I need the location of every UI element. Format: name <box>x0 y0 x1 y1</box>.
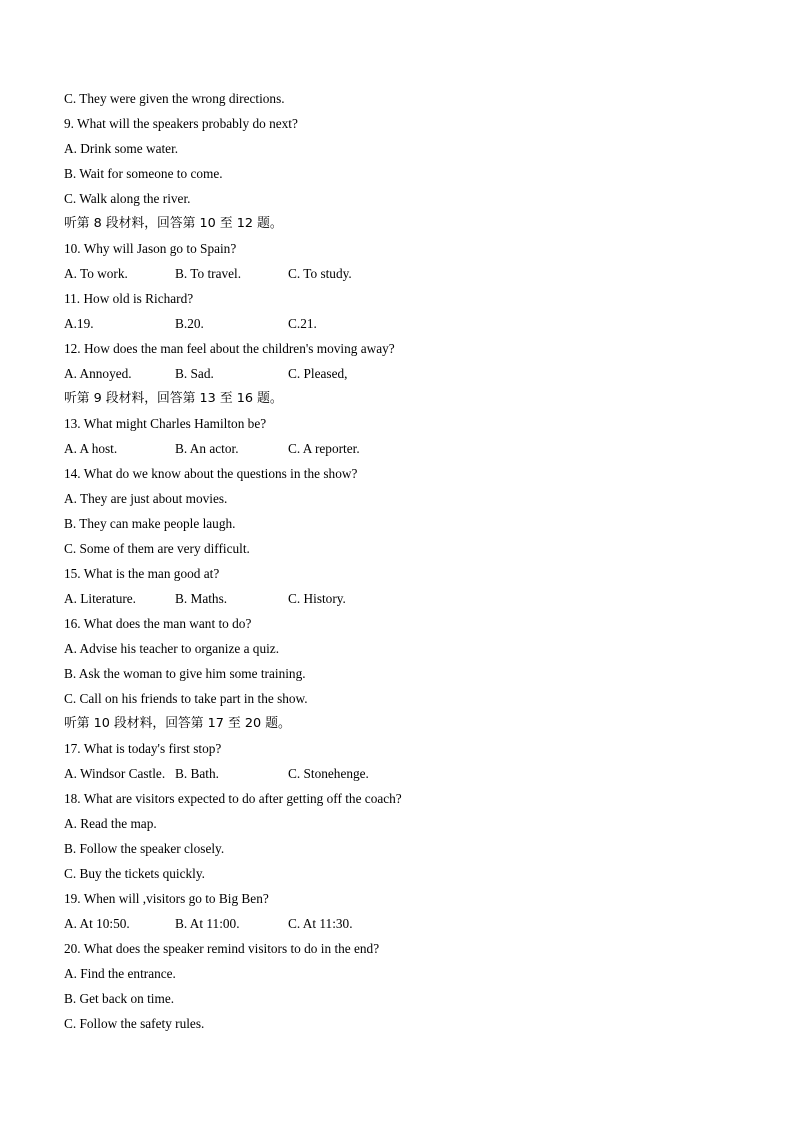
text-line: B. Get back on time. <box>64 991 175 1006</box>
answer-option: B. Bath. <box>175 766 219 781</box>
answer-option: A. Annoyed. <box>64 366 132 381</box>
answer-option: C.21. <box>288 316 317 331</box>
text-line: 14. What do we know about the questions in the show? <box>64 466 358 481</box>
text-line: A. They are just about movies. <box>64 491 228 506</box>
answer-option: B. Maths. <box>175 591 228 606</box>
text-line: A. Drink some water. <box>64 141 179 156</box>
answer-option: C. At 11:30. <box>288 916 353 931</box>
text-line: 18. What are visitors expected to do after getting off the coach? <box>64 791 402 806</box>
text-line: B. Follow the speaker closely. <box>64 841 225 856</box>
text-line: C. Walk along the river. <box>64 191 191 206</box>
text-line: 20. What does the speaker remind visitors to do in the end? <box>64 941 380 956</box>
text-line: 13. What might Charles Hamilton be? <box>64 416 267 431</box>
text-line: C. Call on his friends to take part in the show. <box>64 691 308 706</box>
text-line: 17. What is today's first stop? <box>64 741 222 756</box>
text-line: A. Advise his teacher to organize a quiz. <box>64 641 280 656</box>
text-line: A. Read the map. <box>64 816 157 831</box>
answer-option: A. A host. <box>64 441 118 456</box>
answer-option: C. To study. <box>288 266 352 281</box>
text-line: C. They were given the wrong directions. <box>64 91 285 106</box>
answer-option: B. An actor. <box>175 441 239 456</box>
text-line: 10. Why will Jason go to Spain? <box>64 241 237 256</box>
answer-option: A.19. <box>64 316 94 331</box>
text-line: 11. How old is Richard? <box>64 291 194 306</box>
text-line: C. Some of them are very difficult. <box>64 541 250 556</box>
answer-option: A. Literature. <box>64 591 136 606</box>
answer-option: C. Pleased, <box>288 366 348 381</box>
text-line: A. Find the entrance. <box>64 966 176 981</box>
answer-option: B. At 11:00. <box>175 916 240 931</box>
answer-option: C. Stonehenge. <box>288 766 369 781</box>
section-heading: 听第 8 段材料，回答第 10 至 12 题。 <box>64 216 283 231</box>
text-line: B. Ask the woman to give him some training. <box>64 666 306 681</box>
text-line: 12. How does the man feel about the children's moving away? <box>64 341 395 356</box>
answer-option: B.20. <box>175 316 204 331</box>
text-line: C. Follow the safety rules. <box>64 1016 205 1031</box>
answer-option: B. Sad. <box>175 366 214 381</box>
answer-option: A. To work. <box>64 266 128 281</box>
text-line: C. Buy the tickets quickly. <box>64 866 205 881</box>
section-heading: 听第 9 段材料，回答第 13 至 16 题。 <box>64 391 283 406</box>
text-line: 9. What will the speakers probably do next? <box>64 116 298 131</box>
answer-option: C. History. <box>288 591 346 606</box>
text-line: 19. When will ,visitors go to Big Ben? <box>64 891 269 906</box>
text-line: B. Wait for someone to come. <box>64 166 223 181</box>
answer-option: C. A reporter. <box>288 441 360 456</box>
text-line: 15. What is the man good at? <box>64 566 220 581</box>
section-heading: 听第 10 段材料，回答第 17 至 20 题。 <box>64 716 291 731</box>
answer-option: A. Windsor Castle. <box>64 766 166 781</box>
text-line: B. They can make people laugh. <box>64 516 236 531</box>
answer-option: A. At 10:50. <box>64 916 130 931</box>
text-line: 16. What does the man want to do? <box>64 616 252 631</box>
answer-option: B. To travel. <box>175 266 242 281</box>
